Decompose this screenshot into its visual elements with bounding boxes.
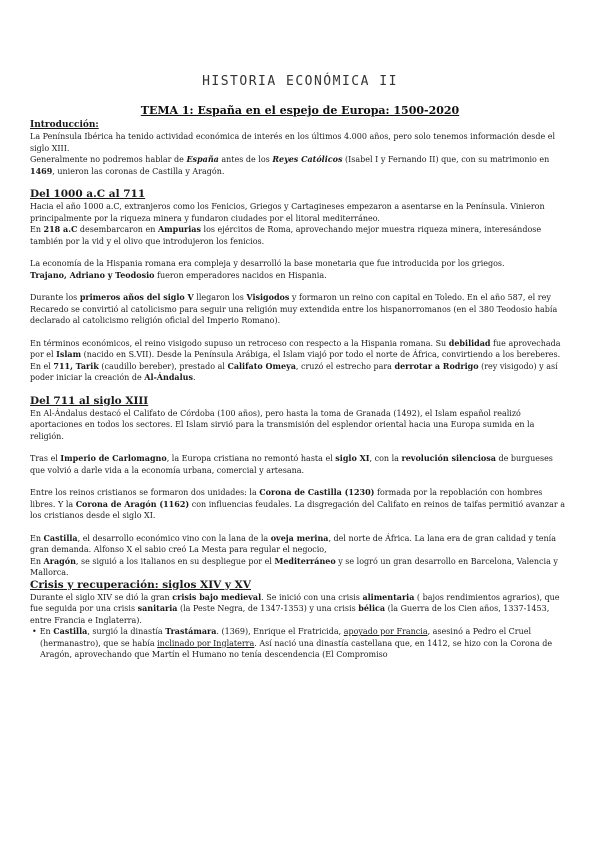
intro-paragraph-2: Generalmente no podremos hablar de España antes de los Reyes Católicos (Isabel I y Fernando II) que, con su matrimonio en 1469, unieron las coronas de Castilla y Aragón. xyxy=(30,154,550,176)
s1-paragraph-1: Hacia el año 1000 a.C, extranjeros como los Fenicios, Griegos y Cartagineses empezaron a asentarse en la Península. Vinieron principalmente por la riqueza minera y fundaron ciudades por el litoral mediterráneo. xyxy=(30,202,545,223)
s3-paragraph-1: Durante el siglo XIV se dió la gran crisis bajo medieval. Se inició con una crisis alimentaria ( bajos rendimientos agrarios), que fue seguida por una crisis sanitaria (la Peste Negra, de 1347-1353) y una crisis bélica (la Guerra de los Cien años, 1337-1453, entre Francia e Inglaterra). xyxy=(30,591,560,625)
intro-paragraph-1: La Península Ibérica ha tenido actividad económica de interés en los últimos 4.000 años, pero solo tenemos información desde el siglo XIII. xyxy=(30,132,556,153)
s2-paragraph-5: En Aragón, se siguió a los italianos en su despliegue por el Mediterráneo y se logró un gran desarrollo en Barcelona, Valencia y Mallorca. xyxy=(30,555,558,577)
s2-paragraph-1: En Al-Ándalus destacó el Califato de Córdoba (100 años), pero hasta la toma de Granada (1492), el Islam español realizó aportaciones en todos los sectores. El Islam sirvió para la transmisión del esplendor oriental hacia una Europa sumida en la religión. xyxy=(30,408,535,441)
s2-paragraph-3: Entre los reinos cristianos se formaron dos unidades: la Corona de Castilla (1230) formada por la repoblación con hombres libres. Y la Corona de Aragón (1162) con influencias feudales. La disgregación del Califato en reinos de taifas permitió avanzar a los cristianos desde el siglo XI. xyxy=(30,487,566,520)
s1-paragraph-3: La economía de la Hispania romana era compleja y desarrolló la base monetaria que fue introducida por los griegos. Trajano, Adriano y Teodosio fueron emperadores nacidos en Hispania. xyxy=(30,259,505,280)
list-item: • En Castilla, surgió la dinastía Trastámara. (1369), Enrique el Fratricida, apoyado por Francia, asesinó a Pedro el Cruel (hermanastro), que se había inclinado por Inglaterra. Así nació una dinastía castellana que, en 1412, se hizo con la Corona de Aragón, aprovechando que Martín el Humano no tenía descendencia (El Compromiso xyxy=(40,626,570,661)
s1-paragraph-5: En términos económicos, el reino visigodo supuso un retroceso con respecto a la Hispania romana. Su debilidad fue aprovechada por el Islam (nacido en S.VII). Desde la Península Arábiga, el Islam viajó por todo el norte de África, convirtiendo a los bereberes. xyxy=(30,337,561,359)
document-title: HISTORIA ECONÓMICA II xyxy=(202,74,398,89)
s1-paragraph-4: Durante los primeros años del siglo V llegaron los Visigodos y formaron un reino con capital en Toledo. En el año 587, el rey Recaredo se convirtió al catolicismo para seguir una religión muy extendida entre los hispanorromanos (en el 380 Teodosio había declarado al catolicismo religión oficial del Imperio Romano). xyxy=(30,292,558,325)
section-heading-1000ac-711: Del 1000 a.C al 711 xyxy=(30,188,146,200)
s1-paragraph-2: En 218 a.C desembarcaron en Ampurias los ejércitos de Roma, aprovechando mejor muestra riqueza minera, interesándose también por la vid y el olivo que introdujeron los fenicios. xyxy=(30,224,542,246)
intro-heading: Introducción: xyxy=(30,120,99,130)
document-body xyxy=(30,119,570,661)
section-heading-crisis: Crisis y recuperación: siglos XIV y XV xyxy=(30,578,251,591)
s2-paragraph-2: Tras el Imperio de Carlomagno, la Europa cristiana no remontó hasta el siglo XI, con la revolución silenciosa de burgueses que volvió a darle vida a la economía urbana, comercial y artesana. xyxy=(30,453,553,475)
bullet-list xyxy=(30,626,570,661)
s1-paragraph-6: En el 711, Tarik (caudillo bereber), prestado al Califato Omeya, cruzó el estrecho para derrotar a Rodrigo (rey visigodo) y así poder iniciar la creación de Al-Ándalus. xyxy=(30,360,558,382)
section-heading-711-xiii: Del 711 al siglo XIII xyxy=(30,394,149,407)
s2-paragraph-4: En Castilla, el desarrollo económico vino con la lana de la oveja merina, del norte de África. La lana era de gran calidad y tenía gran demanda. Alfonso X el sabio creó La Mesta para regular el negocio, xyxy=(30,532,557,554)
document-subtitle: TEMA 1: España en el espejo de Europa: 1500-2020 xyxy=(140,104,460,117)
